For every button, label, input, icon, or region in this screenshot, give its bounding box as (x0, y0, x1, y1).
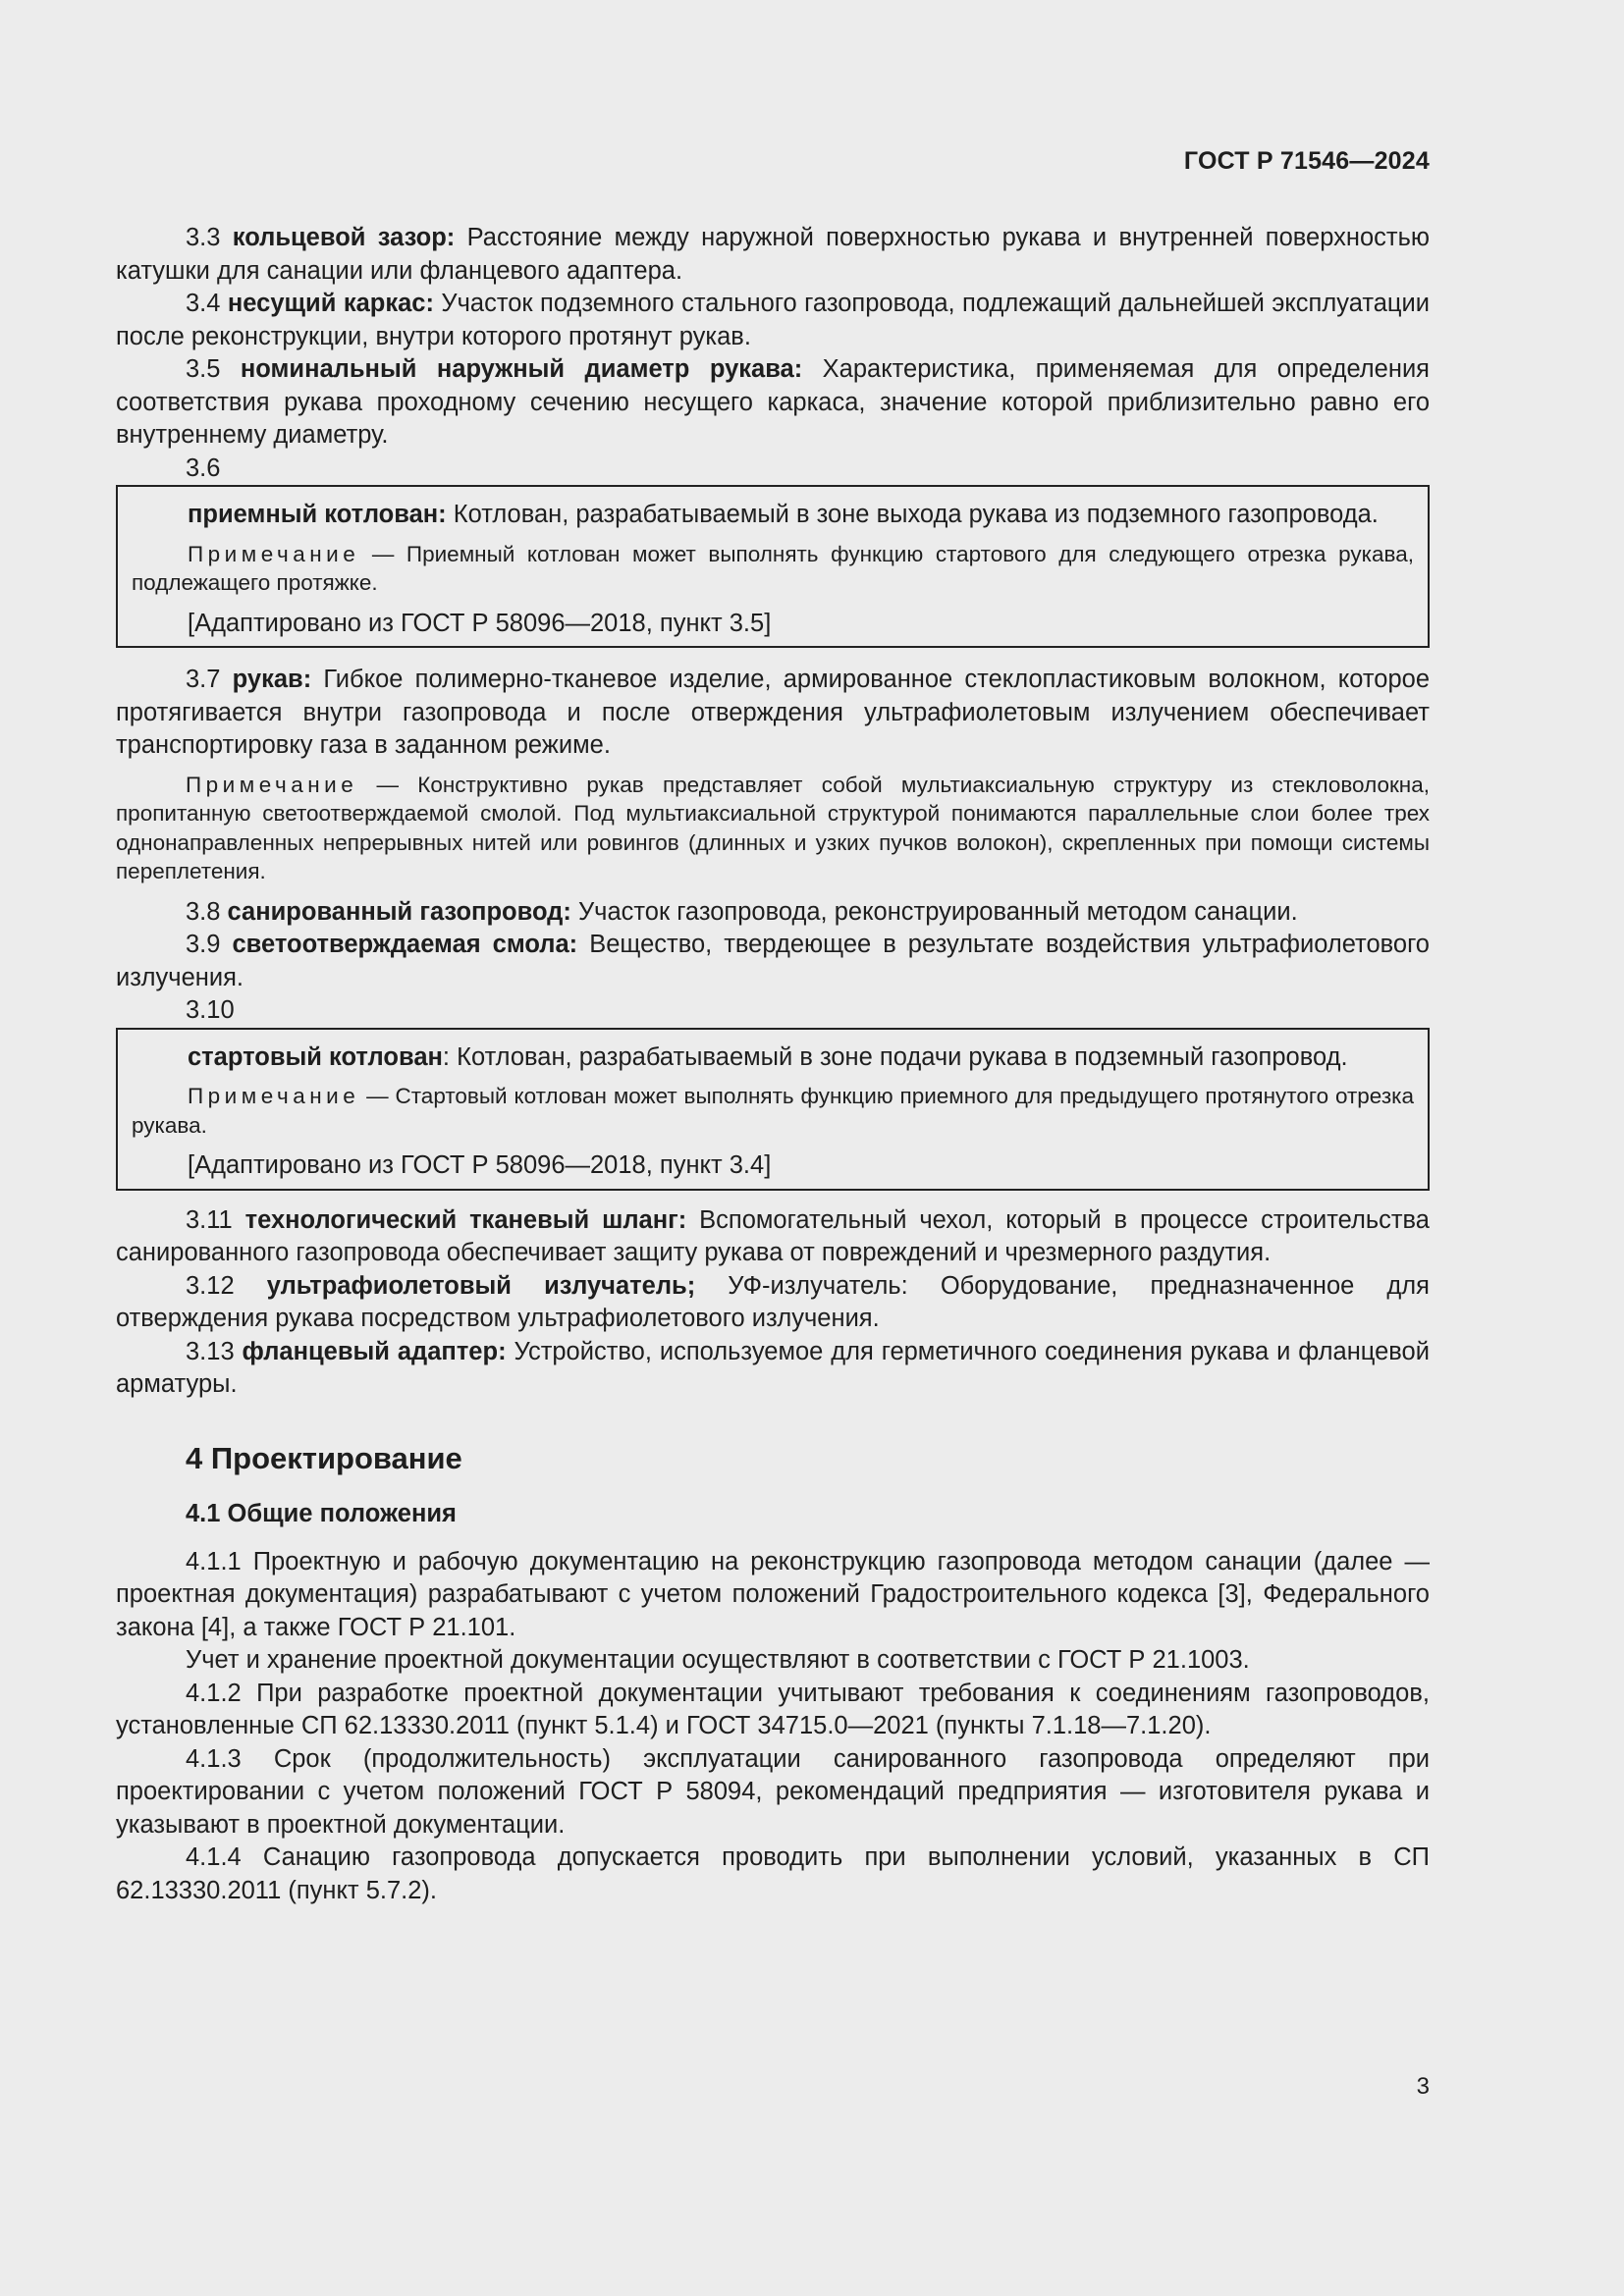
term-name: рукав: (232, 666, 312, 693)
term-3-10-note (132, 1082, 1414, 1140)
term-3-10-source: [Адаптировано из ГОСТ Р 58096—2018, пункт 3.4] (188, 1151, 772, 1179)
term-definition: Расстояние между наружной поверхностью рукава и внутренней поверхностью катушки для санации или фланцевого адаптера. (116, 224, 1430, 285)
term-3-13 (116, 1336, 1430, 1402)
document-body (116, 222, 1430, 1907)
paragraph-4-1-2: 4.1.2 При разработке проектной документации учитывают требования к соединениям газопроводов, установленные СП 62.13330.2011 (пункт 5.1.4) и ГОСТ 34715.0—2021 (пункты 7.1.18—7.1.20). (116, 1679, 1430, 1739)
term-3-6 (132, 499, 1414, 532)
page-number: 3 (1416, 2073, 1430, 2100)
term-definition: Вещество, твердеющее в результате воздействия ультрафиолетового излучения. (116, 931, 1430, 991)
term-definition: Участок подземного стального газопровода, подлежащий дальнейшей эксплуатации после реконструкции, внутри которого протянут рукав. (116, 290, 1430, 350)
term-name: номинальный наружный диаметр рукава: (240, 355, 803, 383)
note-label: Примечание (186, 772, 358, 797)
term-number: 3.11 (186, 1205, 233, 1234)
note-text: — Конструктивно рукав представляет собой мультиаксиальную структуру из стекловолокна, пропитанную светоотверждаемой смолой. Под мультиаксиальной структурой понимаются параллельные слои более трех однонаправленных непрерывных нитей или ровингов (длинных и узких пучков волокон), скрепленных при помощи системы переплетения. (116, 772, 1430, 883)
document-header: ГОСТ Р 71546—2024 (1183, 147, 1430, 175)
paragraph-4-1-4: 4.1.4 Санацию газопровода допускается проводить при выполнении условий, указанных в СП 62.13330.2011 (пункт 5.7.2). (116, 1843, 1430, 1904)
term-definition: Котлован, разрабатываемый в зоне выхода рукава из подземного газопровода. (446, 501, 1379, 528)
term-name: светоотверждаемая смола: (232, 931, 578, 958)
paragraph-storage: Учет и хранение проектной документации осуществляют в соответствии с ГОСТ Р 21.1003. (186, 1646, 1250, 1674)
term-3-7-note (116, 771, 1430, 886)
term-3-6-note (132, 540, 1414, 598)
term-name: санированный газопровод: (227, 897, 571, 926)
term-3-4 (116, 288, 1430, 353)
term-name: приемный котлован: (188, 501, 447, 528)
term-3-3 (116, 222, 1430, 288)
note-label: Примечание (188, 1084, 360, 1108)
term-number: 3.7 (186, 666, 221, 693)
term-definition: УФ-излучатель: Оборудование, предназначенное для отверждения рукава посредством ультрафиолетового излучения. (116, 1271, 1430, 1332)
term-number: 3.9 (186, 931, 221, 958)
term-number: 3.13 (186, 1337, 235, 1365)
term-3-12 (116, 1270, 1430, 1336)
term-name: технологический тканевый шланг: (244, 1205, 687, 1234)
term-3-5 (116, 353, 1430, 453)
term-definition: Гибкое полимерно-тканевое изделие, армированное стеклопластиковым волокном, которое протягивается внутри газопровода и после отверждения ультрафиолетовым излучением обеспечивает транспортировку газа в заданном режиме. (116, 666, 1430, 759)
term-3-7 (116, 664, 1430, 763)
term-3-10-box (116, 1028, 1430, 1191)
term-definition: : Котлован, разрабатываемый в зоне подачи рукава в подземный газопровод. (442, 1042, 1348, 1071)
term-3-11 (116, 1204, 1430, 1270)
term-name: несущий каркас: (227, 290, 434, 317)
term-number: 3.4 (186, 290, 221, 317)
term-definition: Устройство, используемое для герметичного соединения рукава и фланцевой арматуры. (116, 1337, 1430, 1398)
subsection-heading: 4.1 Общие положения (186, 1499, 457, 1527)
term-definition: Характеристика, применяемая для определения соответствия рукава проходному сечению несущего каркаса, значение которой приблизительно равно его внутреннему диаметру. (116, 355, 1430, 449)
term-number: 3.12 (186, 1271, 235, 1300)
term-number: 3.8 (186, 897, 221, 926)
term-name: фланцевый адаптер: (242, 1337, 507, 1365)
term-3-10-number: 3.10 (186, 996, 235, 1024)
paragraph-4-1-3: 4.1.3 Срок (продолжительность) эксплуатации санированного газопровода определяют при проектировании с учетом положений ГОСТ Р 58094, рекомендаций предприятия — изготовителя рукава и указывают в проектной документации. (116, 1744, 1430, 1839)
term-3-6-box (116, 485, 1430, 648)
note-text: — Стартовый котлован может выполнять функцию приемного для предыдущего протянутого отрезка рукава. (132, 1084, 1414, 1138)
term-3-9 (116, 929, 1430, 994)
note-text: — Приемный котлован может выполнять функцию стартового для следующего отрезка рукава, подлежащего протяжке. (132, 541, 1414, 595)
section-heading: 4 Проектирование (186, 1440, 462, 1475)
term-3-8 (116, 896, 1430, 930)
term-name: ультрафиолетовый излучатель; (266, 1271, 696, 1300)
term-name: стартовый котлован (188, 1042, 443, 1071)
note-label: Примечание (188, 541, 360, 566)
term-name: кольцевой зазор: (232, 224, 456, 251)
term-number: 3.3 (186, 224, 221, 251)
term-3-6-number: 3.6 (186, 454, 221, 482)
term-definition: Участок газопровода, реконструированный методом санации. (570, 897, 1298, 926)
term-definition: Вспомогательный чехол, который в процессе строительства санированного газопровода обеспечивает защиту рукава от повреждений и чрезмерного раздутия. (116, 1205, 1430, 1266)
term-3-6-source: [Адаптировано из ГОСТ Р 58096—2018, пункт 3.5] (188, 609, 772, 637)
term-3-10 (132, 1041, 1414, 1075)
term-number: 3.5 (186, 355, 221, 383)
paragraph-4-1-1: 4.1.1 Проектную и рабочую документацию на реконструкцию газопровода методом санации (далее — проектная документация) разрабатывают с учетом положений Градостроительного кодекса [3], Федерального закона [4], а также ГОСТ Р 21.101. (116, 1547, 1430, 1641)
